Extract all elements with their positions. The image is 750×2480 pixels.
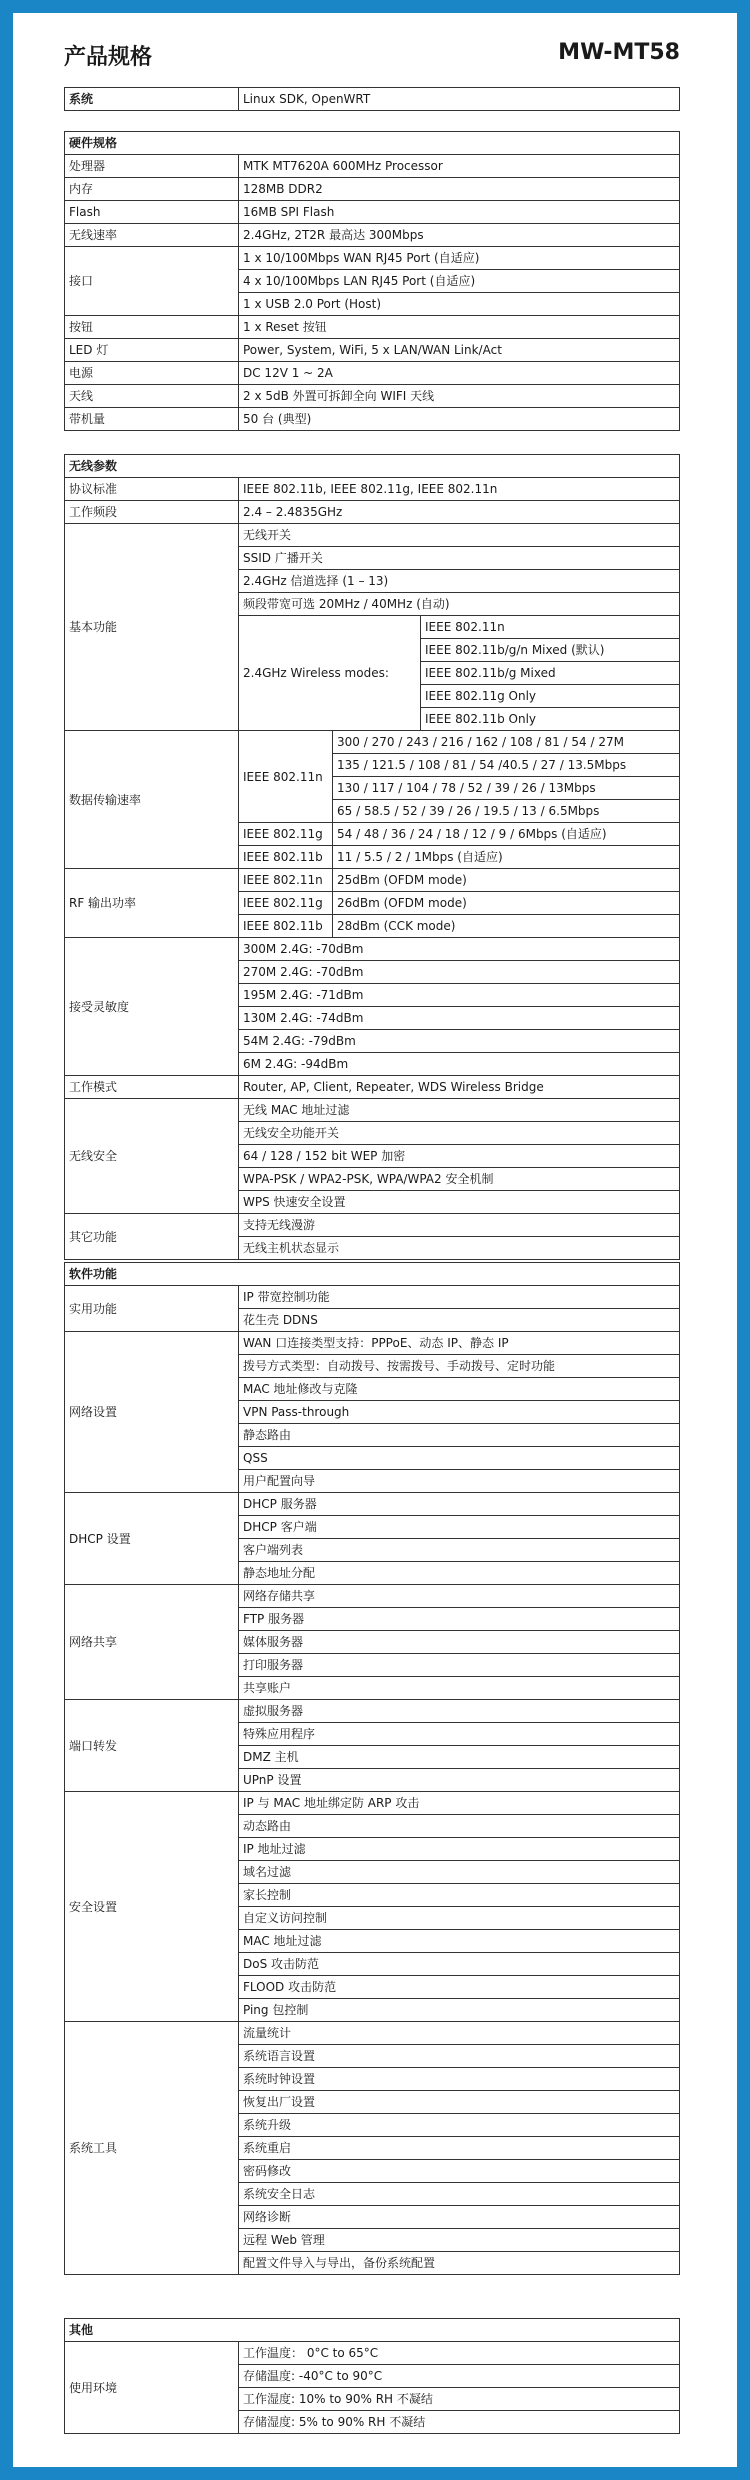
spec-value: 50 台 (典型) (239, 408, 680, 431)
spec-label: 数据传输速率 (65, 731, 239, 869)
spec-value: 25dBm (OFDM mode) (333, 869, 680, 892)
spec-label: RF 输出功率 (65, 869, 239, 938)
spec-value: 2.4GHz 信道选择 (1 – 13) (239, 570, 680, 593)
rate-mode-label: IEEE 802.11b (239, 846, 333, 869)
spec-label: 使用环境 (65, 2342, 239, 2434)
spec-value: 无线主机状态显示 (239, 1237, 680, 1260)
hardware-table (64, 131, 680, 431)
rate-mode-label: IEEE 802.11g (239, 823, 333, 846)
table-row (65, 1332, 680, 1355)
spec-value: FLOOD 攻击防范 (239, 1976, 680, 1999)
spec-label: 网络设置 (65, 1332, 239, 1493)
spec-label: 天线 (65, 385, 239, 408)
spec-value: 4 x 10/100Mbps LAN RJ45 Port (自适应) (239, 270, 680, 293)
spec-value: 打印服务器 (239, 1654, 680, 1677)
spec-value: 300 / 270 / 243 / 216 / 162 / 108 / 81 / 54 / 27M (333, 731, 680, 754)
spec-value: 客户端列表 (239, 1539, 680, 1562)
spec-value: 系统重启 (239, 2137, 680, 2160)
spec-value: 域名过滤 (239, 1861, 680, 1884)
rate-mode-label: IEEE 802.11n (239, 731, 333, 823)
spec-value: 65 / 58.5 / 52 / 39 / 26 / 19.5 / 13 / 6.5Mbps (333, 800, 680, 823)
table-row (65, 362, 680, 385)
spec-value: 存储温度: -40°C to 90°C (239, 2365, 680, 2388)
spec-label: 安全设置 (65, 1792, 239, 2022)
spec-value: 6M 2.4G: -94dBm (239, 1053, 680, 1076)
spec-label: 接受灵敏度 (65, 938, 239, 1076)
others-table (64, 2318, 680, 2434)
spec-value: 花生壳 DDNS (239, 1309, 680, 1332)
spec-value: 频段带宽可选 20MHz / 40MHz (自动) (239, 593, 680, 616)
spec-value: IEEE 802.11b Only (421, 708, 680, 731)
spec-value: 系统安全日志 (239, 2183, 680, 2206)
spec-value: 存储湿度: 5% to 90% RH 不凝结 (239, 2411, 680, 2434)
spec-label: 协议标准 (65, 478, 239, 501)
spec-value: 共享账户 (239, 1677, 680, 1700)
spec-value: 用户配置向导 (239, 1470, 680, 1493)
wireless-modes-label: 2.4GHz Wireless modes: (239, 616, 421, 731)
spec-value: 130M 2.4G: -74dBm (239, 1007, 680, 1030)
spec-value: IEEE 802.11b, IEEE 802.11g, IEEE 802.11n (239, 478, 680, 501)
spec-value: IP 与 MAC 地址绑定防 ARP 攻击 (239, 1792, 680, 1815)
spec-value: 270M 2.4G: -70dBm (239, 961, 680, 984)
table-row (65, 385, 680, 408)
spec-label: 按钮 (65, 316, 239, 339)
table-row (65, 408, 680, 431)
spec-value: 2 x 5dB 外置可拆卸全向 WIFI 天线 (239, 385, 680, 408)
spec-value: 网络存储共享 (239, 1585, 680, 1608)
spec-label: 无线速率 (65, 224, 239, 247)
table-row (65, 247, 680, 270)
spec-value: 300M 2.4G: -70dBm (239, 938, 680, 961)
spec-value: DoS 攻击防范 (239, 1953, 680, 1976)
spec-value: IP 地址过滤 (239, 1838, 680, 1861)
spec-value: MAC 地址过滤 (239, 1930, 680, 1953)
spec-value: 配置文件导入与导出，备份系统配置 (239, 2252, 680, 2275)
system-table (64, 87, 680, 111)
spec-value: DHCP 客户端 (239, 1516, 680, 1539)
spec-value: 密码修改 (239, 2160, 680, 2183)
spec-value: 2.4GHz, 2T2R 最高达 300Mbps (239, 224, 680, 247)
rf-mode-label: IEEE 802.11g (239, 892, 333, 915)
spec-value: MAC 地址修改与克隆 (239, 1378, 680, 1401)
hardware-section-title: 硬件规格 (65, 132, 680, 155)
table-row (65, 1700, 680, 1723)
spec-value: 54M 2.4G: -79dBm (239, 1030, 680, 1053)
spec-value: 1 x Reset 按钮 (239, 316, 680, 339)
page-title: 产品规格 (64, 45, 153, 70)
spec-label: Flash (65, 201, 239, 224)
wireless-section-title: 无线参数 (65, 455, 680, 478)
spec-value: 无线开关 (239, 524, 680, 547)
spec-value: 2.4 – 2.4835GHz (239, 501, 680, 524)
system-label: 系统 (65, 88, 239, 111)
spec-label: DHCP 设置 (65, 1493, 239, 1585)
spec-value: 动态路由 (239, 1815, 680, 1838)
spec-value: 195M 2.4G: -71dBm (239, 984, 680, 1007)
spec-value: IEEE 802.11n (421, 616, 680, 639)
spec-value: 无线 MAC 地址过滤 (239, 1099, 680, 1122)
spec-value: MTK MT7620A 600MHz Processor (239, 155, 680, 178)
spec-value: 54 / 48 / 36 / 24 / 18 / 12 / 9 / 6Mbps (自适应) (333, 823, 680, 846)
spec-value: 支持无线漫游 (239, 1214, 680, 1237)
spec-value: Ping 包控制 (239, 1999, 680, 2022)
spec-value: IEEE 802.11b/g/n Mixed (默认) (421, 639, 680, 662)
spec-value: 工作湿度: 10% to 90% RH 不凝结 (239, 2388, 680, 2411)
system-value: Linux SDK, OpenWRT (239, 88, 680, 111)
spec-value: 130 / 117 / 104 / 78 / 52 / 39 / 26 / 13Mbps (333, 777, 680, 800)
spec-label: LED 灯 (65, 339, 239, 362)
spec-label: 网络共享 (65, 1585, 239, 1700)
rf-mode-label: IEEE 802.11b (239, 915, 333, 938)
spec-value: 家长控制 (239, 1884, 680, 1907)
spec-value: WPA-PSK / WPA2-PSK, WPA/WPA2 安全机制 (239, 1168, 680, 1191)
spec-value: DC 12V 1 ~ 2A (239, 362, 680, 385)
spec-value: 工作温度： 0°C to 65°C (239, 2342, 680, 2365)
spec-value: 特殊应用程序 (239, 1723, 680, 1746)
spec-label: 其它功能 (65, 1214, 239, 1260)
table-row (65, 178, 680, 201)
spec-value: 26dBm (OFDM mode) (333, 892, 680, 915)
spec-value: QSS (239, 1447, 680, 1470)
table-row (65, 201, 680, 224)
spec-value: IP 带宽控制功能 (239, 1286, 680, 1309)
model-number: MW-MT58 (558, 40, 680, 65)
spec-value: 11 / 5.5 / 2 / 1Mbps (自适应) (333, 846, 680, 869)
table-row (65, 224, 680, 247)
table-row (65, 1286, 680, 1309)
spec-value: 1 x 10/100Mbps WAN RJ45 Port (自适应) (239, 247, 680, 270)
spec-value: IEEE 802.11b/g Mixed (421, 662, 680, 685)
table-row (65, 339, 680, 362)
spec-label: 工作模式 (65, 1076, 239, 1099)
spec-value: 静态路由 (239, 1424, 680, 1447)
table-row (65, 1792, 680, 1815)
wireless-table (64, 454, 680, 1260)
table-row (65, 2022, 680, 2045)
software-section-title: 软件功能 (65, 1263, 680, 1286)
others-section-title: 其他 (65, 2319, 680, 2342)
spec-label: 系统工具 (65, 2022, 239, 2275)
spec-value: SSID 广播开关 (239, 547, 680, 570)
spec-value: 网络诊断 (239, 2206, 680, 2229)
spec-value: Router, AP, Client, Repeater, WDS Wireless Bridge (239, 1076, 680, 1099)
spec-value: 系统语言设置 (239, 2045, 680, 2068)
spec-value: 拨号方式类型：自动拨号、按需拨号、手动拨号、定时功能 (239, 1355, 680, 1378)
spec-value: 无线安全功能开关 (239, 1122, 680, 1145)
spec-value: 64 / 128 / 152 bit WEP 加密 (239, 1145, 680, 1168)
spec-value: 28dBm (CCK mode) (333, 915, 680, 938)
spec-value: 16MB SPI Flash (239, 201, 680, 224)
spec-value: FTP 服务器 (239, 1608, 680, 1631)
table-row (65, 316, 680, 339)
spec-value: DHCP 服务器 (239, 1493, 680, 1516)
rf-mode-label: IEEE 802.11n (239, 869, 333, 892)
spec-value: Power, System, WiFi, 5 x LAN/WAN Link/Act (239, 339, 680, 362)
spec-label: 基本功能 (65, 524, 239, 731)
spec-value: 128MB DDR2 (239, 178, 680, 201)
spec-value: 135 / 121.5 / 108 / 81 / 54 /40.5 / 27 / 13.5Mbps (333, 754, 680, 777)
spec-label: 无线安全 (65, 1099, 239, 1214)
spec-value: WPS 快速安全设置 (239, 1191, 680, 1214)
spec-label: 带机量 (65, 408, 239, 431)
spec-value: 媒体服务器 (239, 1631, 680, 1654)
spec-value: 系统时钟设置 (239, 2068, 680, 2091)
spec-value: UPnP 设置 (239, 1769, 680, 1792)
spec-value: 恢复出厂设置 (239, 2091, 680, 2114)
table-row (65, 1585, 680, 1608)
spec-label: 电源 (65, 362, 239, 385)
spec-value: DMZ 主机 (239, 1746, 680, 1769)
spec-label: 工作频段 (65, 501, 239, 524)
spec-value: 流量统计 (239, 2022, 680, 2045)
spec-value: IEEE 802.11g Only (421, 685, 680, 708)
spec-value: 系统升级 (239, 2114, 680, 2137)
table-row (65, 155, 680, 178)
spec-value: 1 x USB 2.0 Port (Host) (239, 293, 680, 316)
spec-label: 内存 (65, 178, 239, 201)
spec-label: 处理器 (65, 155, 239, 178)
spec-label: 接口 (65, 247, 239, 316)
spec-label: 端口转发 (65, 1700, 239, 1792)
spec-value: VPN Pass-through (239, 1401, 680, 1424)
software-table (64, 1262, 680, 2275)
spec-value: 自定义访问控制 (239, 1907, 680, 1930)
spec-value: 静态地址分配 (239, 1562, 680, 1585)
spec-label: 实用功能 (65, 1286, 239, 1332)
table-row (65, 1493, 680, 1516)
page-header (64, 40, 680, 70)
spec-value: 虚拟服务器 (239, 1700, 680, 1723)
spec-value: 远程 Web 管理 (239, 2229, 680, 2252)
spec-value: WAN 口连接类型支持：PPPoE、动态 IP、静态 IP (239, 1332, 680, 1355)
